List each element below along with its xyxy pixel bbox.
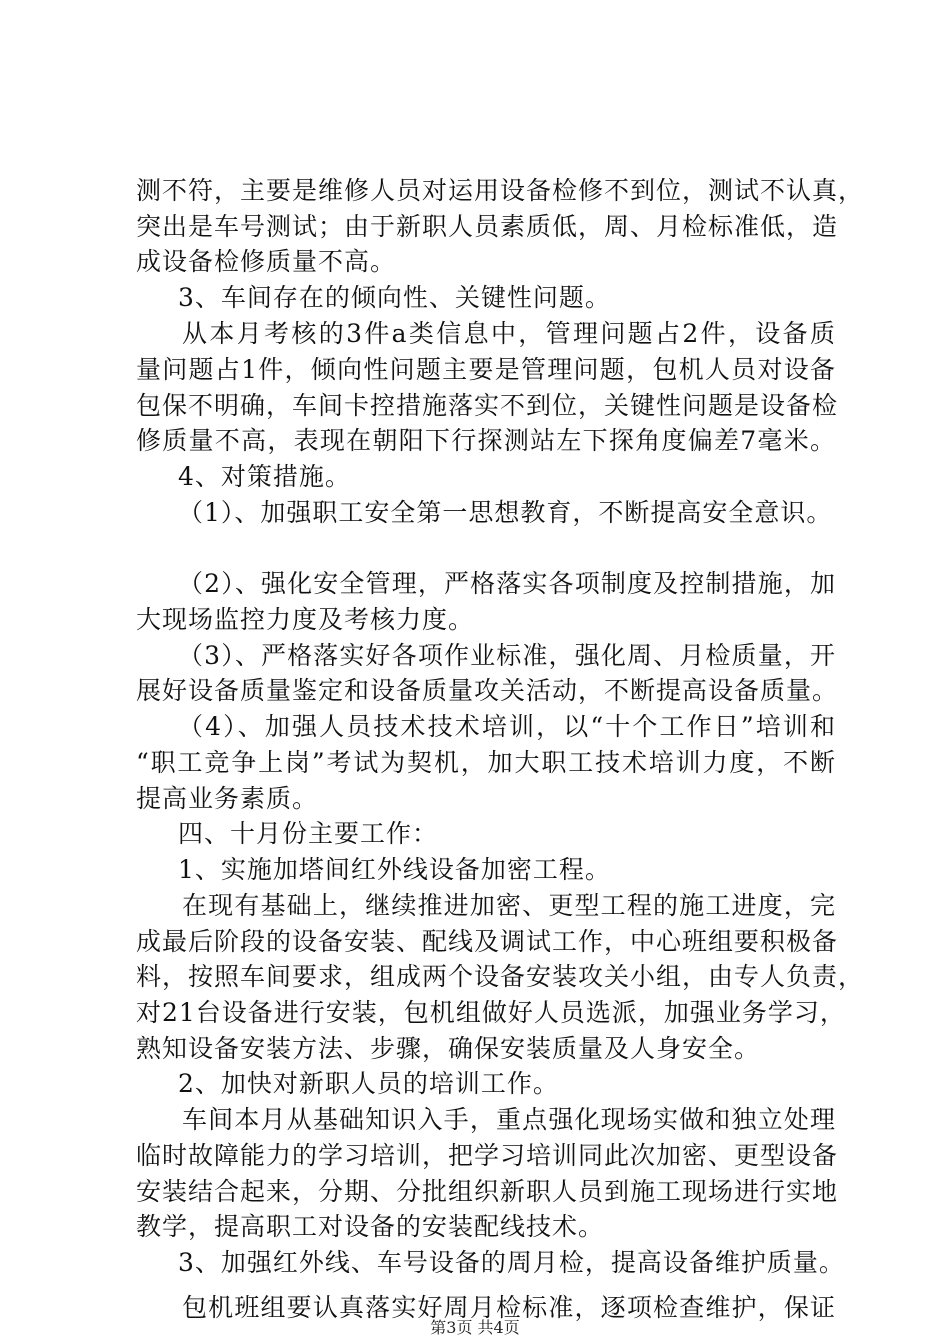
text-line: 从本月考核的3件a类信息中，管理问题占2件，设备质	[182, 319, 836, 348]
section-heading: 1、实施加塔间红外线设备加密工程。	[178, 855, 611, 884]
text-line: 对21台设备进行安装，包机组做好人员选派，加强业务学习，	[136, 998, 846, 1027]
text-line: 突出是车号测试；由于新职人员素质低，周、月检标准低，造	[136, 212, 839, 241]
page-footer: 第3页 共4页	[430, 1318, 520, 1337]
text-line: 料，按照车间要求，组成两个设备安装攻关小组，由专人负责，	[136, 962, 865, 991]
text-line: （4）、加强人员技术技术培训，以“十个工作日”培训和	[178, 712, 836, 741]
text-line: 教学，提高职工对设备的安装配线技术。	[136, 1212, 605, 1241]
text-line: 测不符，主要是维修人员对运用设备检修不到位，测试不认真，	[136, 176, 865, 205]
text-line: 提高业务素质。	[136, 784, 319, 813]
text-line: 在现有基础上，继续推进加密、更型工程的施工进度，完	[182, 891, 836, 920]
section-heading: 3、车间存在的倾向性、关键性问题。	[178, 283, 611, 312]
section-heading: 四、十月份主要工作：	[178, 819, 439, 848]
text-line: 展好设备质量鉴定和设备质量攻关活动，不断提高设备质量。	[136, 676, 839, 705]
text-line: 修质量不高，表现在朝阳下行探测站左下探角度偏差7毫米。	[136, 426, 836, 455]
text-line: 包机班组要认真落实好周月检标准，逐项检查维护，保证	[182, 1293, 836, 1322]
text-line: 成设备检修质量不高。	[136, 247, 397, 276]
text-line: 临时故障能力的学习培训，把学习培训同此次加密、更型设备	[136, 1141, 839, 1170]
text-line: （3）、严格落实好各项作业标准，强化周、月检质量，开	[178, 641, 836, 670]
text-line: （2）、强化安全管理，严格落实各项制度及控制措施，加	[178, 569, 836, 598]
text-line: 包保不明确，车间卡控措施落实不到位，关键性问题是设备检	[136, 391, 839, 420]
text-line: 安装结合起来，分期、分批组织新职人员到施工现场进行实地	[136, 1177, 839, 1206]
section-heading: 4、对策措施。	[178, 462, 351, 491]
text-line: 成最后阶段的设备安装、配线及调试工作，中心班组要积极备	[136, 927, 839, 956]
text-line: （1）、加强职工安全第一思想教育，不断提高安全意识。	[178, 498, 833, 527]
text-line: 大现场监控力度及考核力度。	[136, 605, 475, 634]
text-line: “职工竞争上岗”考试为契机，加大职工技术培训力度，不断	[136, 748, 836, 777]
text-line: 熟知设备安装方法、步骤，确保安装质量及人身安全。	[136, 1034, 761, 1063]
text-line: 量问题占1件，倾向性问题主要是管理问题，包机人员对设备	[136, 355, 836, 384]
section-heading: 3、加强红外线、车号设备的周月检，提高设备维护质量。	[178, 1248, 845, 1277]
section-heading: 2、加快对新职人员的培训工作。	[178, 1069, 559, 1098]
text-line: 车间本月从基础知识入手，重点强化现场实做和独立处理	[182, 1105, 836, 1134]
